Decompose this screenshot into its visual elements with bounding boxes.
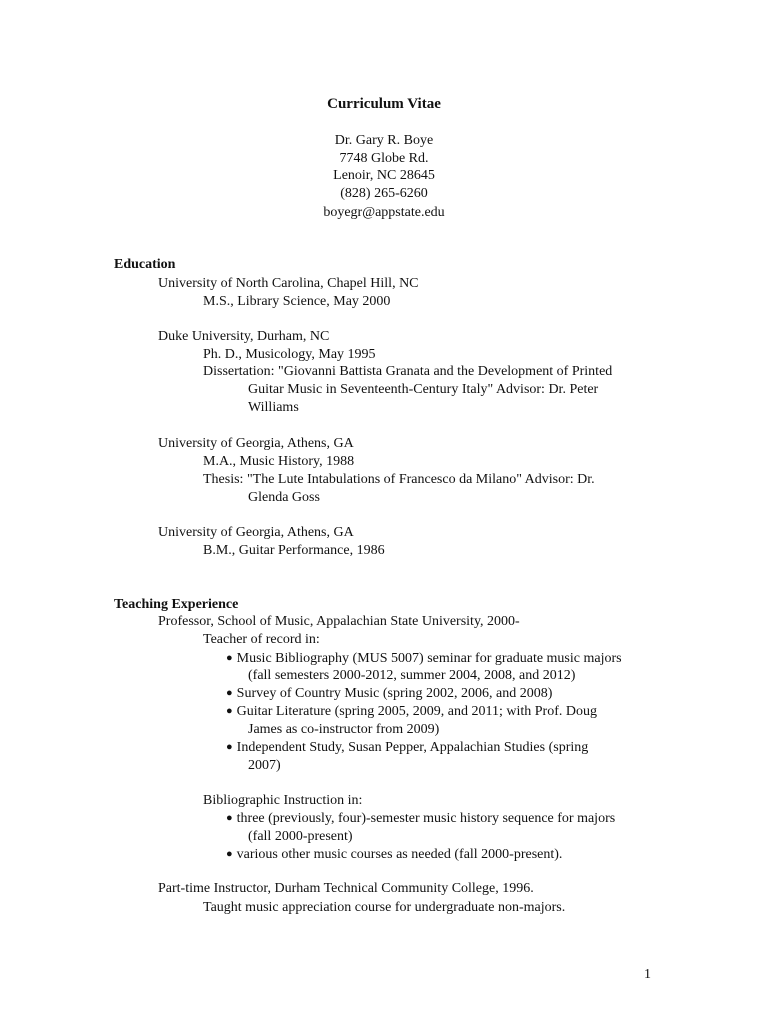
education-degree-bm: B.M., Guitar Performance, 1986: [203, 543, 385, 558]
course-bullet-1-cont: (fall semesters 2000-2012, summer 2004, 2008, and 2012): [248, 668, 576, 683]
thesis-line-2: Glenda Goss: [248, 490, 320, 505]
education-school-duke: Duke University, Durham, NC: [158, 329, 330, 344]
instruction-bullet-1: ● three (previously, four)-semester music history sequence for majors: [226, 810, 615, 828]
education-degree-mls: M.S., Library Science, May 2000: [203, 294, 391, 309]
page-number: 1: [644, 967, 651, 982]
course-bullet-2: ● Survey of Country Music (spring 2002, 2006, and 2008): [226, 685, 552, 703]
dissertation-line-3: Williams: [248, 400, 299, 415]
teaching-heading: Teaching Experience: [114, 597, 239, 612]
course-bullet-4: ● Independent Study, Susan Pepper, Appalachian Studies (spring: [226, 739, 588, 757]
course-bullet-3: ● Guitar Literature (spring 2005, 2009, and 2011; with Prof. Doug: [226, 703, 597, 721]
course-bullet-1: ● Music Bibliography (MUS 5007) seminar for graduate music majors: [226, 650, 622, 668]
education-school-uga-ma: University of Georgia, Athens, GA: [158, 436, 354, 451]
education-school-uga-bm: University of Georgia, Athens, GA: [158, 525, 354, 540]
instruction-bullet-2: ● various other music courses as needed (fall 2000-present).: [226, 846, 562, 864]
teacher-of-record-label: Teacher of record in:: [203, 632, 320, 647]
teaching-position-durham: Part-time Instructor, Durham Technical Community College, 1996.: [158, 881, 534, 896]
author-name: Dr. Gary R. Boye: [334, 133, 434, 148]
email-address: boyegr@appstate.edu: [323, 205, 445, 220]
bibliographic-instruction-label: Bibliographic Instruction in:: [203, 793, 363, 808]
course-bullet-3-cont: James as co-instructor from 2009): [248, 722, 440, 737]
education-heading: Education: [114, 257, 176, 272]
instruction-bullet-1-cont: (fall 2000-present): [248, 829, 353, 844]
education-school-unc: University of North Carolina, Chapel Hill, NC: [158, 276, 419, 291]
education-degree-phd: Ph. D., Musicology, May 1995: [203, 347, 376, 362]
address-street: 7748 Globe Rd.: [339, 151, 429, 166]
dissertation-line-2: Guitar Music in Seventeenth-Century Italy" Advisor: Dr. Peter: [248, 382, 599, 397]
teaching-position-asu: Professor, School of Music, Appalachian State University, 2000-: [158, 614, 520, 629]
address-city: Lenoir, NC 28645: [333, 168, 435, 183]
thesis-line-1: Thesis: "The Lute Intabulations of Francesco da Milano" Advisor: Dr.: [203, 472, 595, 487]
document-title: Curriculum Vitae: [327, 96, 441, 112]
course-bullet-4-cont: 2007): [248, 758, 281, 773]
dissertation-line-1: Dissertation: "Giovanni Battista Granata and the Development of Printed: [203, 364, 613, 379]
education-degree-ma: M.A., Music History, 1988: [203, 454, 355, 469]
phone-number: (828) 265-6260: [340, 186, 428, 201]
teaching-durham-description: Taught music appreciation course for undergraduate non-majors.: [203, 900, 566, 915]
